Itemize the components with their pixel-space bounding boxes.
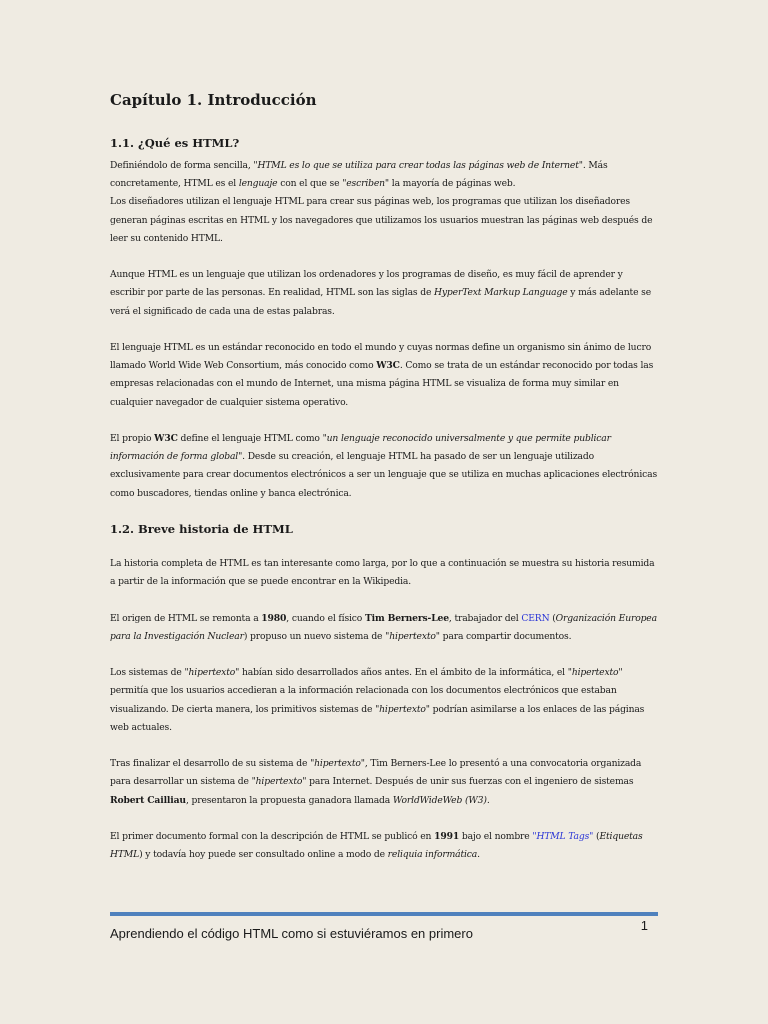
html-tags-link[interactable]: "HTML Tags" [532, 830, 594, 842]
paragraph: El origen de HTML se remonta a 1980, cuando el físico Tim Berners-Lee, trabajador del CERN (Organización Europea para la Investigación Nuclear) propuso un nuevo sistema de "hipertexto" para compartir documentos. [110, 612, 657, 642]
paragraph: Los diseñadores utilizan el lenguaje HTML para crear sus páginas web, los programas que utilizan los diseñadores generan páginas escritas en HTML y los navegadores que utilizamos los usuarios muestran las páginas web después de leer su contenido HTML. [110, 196, 653, 244]
cern-link[interactable]: CERN [521, 612, 550, 624]
page-number: 1 [640, 918, 648, 933]
chapter-title: Capítulo 1. Introducción [110, 91, 317, 109]
paragraph: Los sistemas de "hipertexto" habían sido desarrollados años antes. En el ámbito de la informática, el "hipertexto" permitía que los usuarios accedieran a la información relacionada con los documentos electrónicos que estaban visualizando. De cierta manera, los primitivos sistemas de "hipertexto" podrían asimilarse a los enlaces de las páginas web actuales. [110, 667, 645, 733]
page-content [110, 90, 658, 883]
paragraph: El primer documento formal con la descripción de HTML se publicó en 1991 bajo el nombre "HTML Tags" (Etiquetas HTML) y todavía hoy puede ser consultado online a modo de reliquia informática. [110, 830, 643, 861]
paragraph: El lenguaje HTML es un estándar reconocido en todo el mundo y cuyas normas define un organismo sin ánimo de lucro llamado World Wide Web Consortium, más conocido como W3C. Como se trata de un estándar reconocido por todas las empresas relacionadas con el mundo de Internet, una misma página HTML se visualiza de forma muy similar en cualquier navegador de cualquier sistema operativo. [110, 342, 654, 408]
paragraph: El propio W3C define el lenguaje HTML como "un lenguaje reconocido universalmente y que permite publicar información de forma global". Desde su creación, el lenguaje HTML ha pasado de ser un lenguaje utilizado exclusivamente para crear documentos electrónicos a ser un lenguaje que se utiliza en muchas aplicaciones electrónicas como buscadores, tiendas online y banca electrónica. [110, 433, 658, 499]
paragraph: La historia completa de HTML es tan interesante como larga, por lo que a continuación se muestra su historia resumida a partir de la información que se puede encontrar en la Wikipedia. [110, 558, 655, 588]
paragraph: Tras finalizar el desarrollo de su sistema de "hipertexto", Tim Berners-Lee lo presentó a una convocatoria organizada para desarrollar un sistema de "hipertexto" para Internet. Después de unir sus fuerzas con el ingeniero de sistemas Robert Cailliau, presentaron la propuesta ganadora llamada WorldWideWeb (W3). [110, 758, 642, 806]
paragraph: Definiéndolo de forma sencilla, "HTML es lo que se utiliza para crear todas las páginas web de Internet". Más concretamente, HTML es el lenguaje con el que se "escriben" la mayoría de páginas web. [110, 160, 608, 190]
footer-text: Aprendiendo el código HTML como si estuviéramos en primero [110, 926, 473, 941]
section-heading-breve-historia: 1.2. Breve historia de HTML [110, 522, 293, 536]
footer-rule [110, 912, 658, 916]
paragraph: Aunque HTML es un lenguaje que utilizan los ordenadores y los programas de diseño, es muy fácil de aprender y escribir por parte de las personas. En realidad, HTML son las siglas de HyperText Markup Language y más adelante se verá el significado de cada una de estas palabras. [110, 269, 651, 317]
section-heading-que-es-html: 1.1. ¿Qué es HTML? [110, 136, 240, 150]
